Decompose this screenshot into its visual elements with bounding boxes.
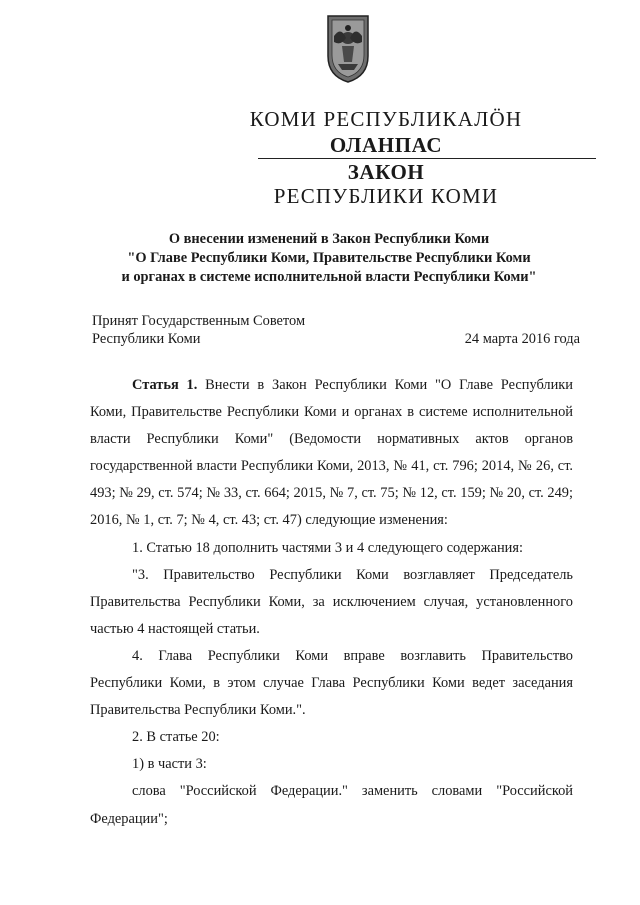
article-1-intro bbox=[90, 372, 573, 535]
paragraph-5: 1) в части 3: bbox=[132, 756, 207, 773]
paragraph-3: 4. Глава Республики Коми вправе возглавить Правительство Республики Коми, в этом случае Глава Республики Коми ведет заседания Правительства Республики Коми.". bbox=[90, 647, 573, 719]
coat-of-arms-emblem bbox=[324, 12, 372, 84]
law-title-line-1: О внесении изменений в Закон Республики Коми bbox=[168, 231, 490, 247]
law-title bbox=[80, 230, 578, 287]
header-zakon: ЗАКОН bbox=[347, 160, 425, 184]
header-olanpas: ОЛАНПАС bbox=[329, 133, 443, 157]
article-intro-text: Внести в Закон Республики Коми "О Главе Республики Коми, Правительстве Республики Коми и органах в системе исполнительной власти Республики Коми" (Ведомости нормативных актов органов государственной власти Республики Коми, 2013, № 41, ст. 796; 2014, № 26, ст. 493; № 29, ст. 574; № 33, ст. 664; 2015, № 7, ст. 75; № 12, ст. 159; № 20, ст. 249; 2016, № 1, ст. 7; № 4, ст. 43; ст. 47) следующие изменения: bbox=[90, 377, 573, 529]
paragraph-4: 2. В статье 20: bbox=[132, 729, 220, 746]
law-title-line-2: "О Главе Республики Коми, Правительстве Республики Коми bbox=[127, 250, 531, 266]
adoption-line-2: Республики Коми bbox=[92, 331, 201, 347]
paragraph-1: 1. Статью 18 дополнить частями 3 и 4 следующего содержания: bbox=[132, 539, 524, 556]
adoption-date: 24 марта 2016 года bbox=[464, 331, 580, 347]
paragraph-2: "3. Правительство Республики Коми возглавляет Председатель Правительства Республики Коми, за исключением случая, установленного частью 4 настоящей статьи. bbox=[90, 566, 573, 637]
paragraph-6: слова "Российской Федерации." заменить словами "Российской Федерации"; bbox=[90, 783, 573, 827]
header-komi-republic: КОМИ РЕСПУБЛИКАЛӦН bbox=[249, 107, 523, 131]
adoption-info bbox=[92, 312, 305, 348]
article-body bbox=[90, 372, 573, 833]
header-rule bbox=[258, 158, 596, 159]
adoption-line-1: Принят Государственным Советом bbox=[92, 313, 306, 329]
article-label: Статья 1. bbox=[132, 377, 198, 393]
law-title-line-3: и органах в системе исполнительной власти Республики Коми" bbox=[121, 269, 537, 285]
header-republic-komi: РЕСПУБЛИКИ КОМИ bbox=[273, 184, 499, 208]
